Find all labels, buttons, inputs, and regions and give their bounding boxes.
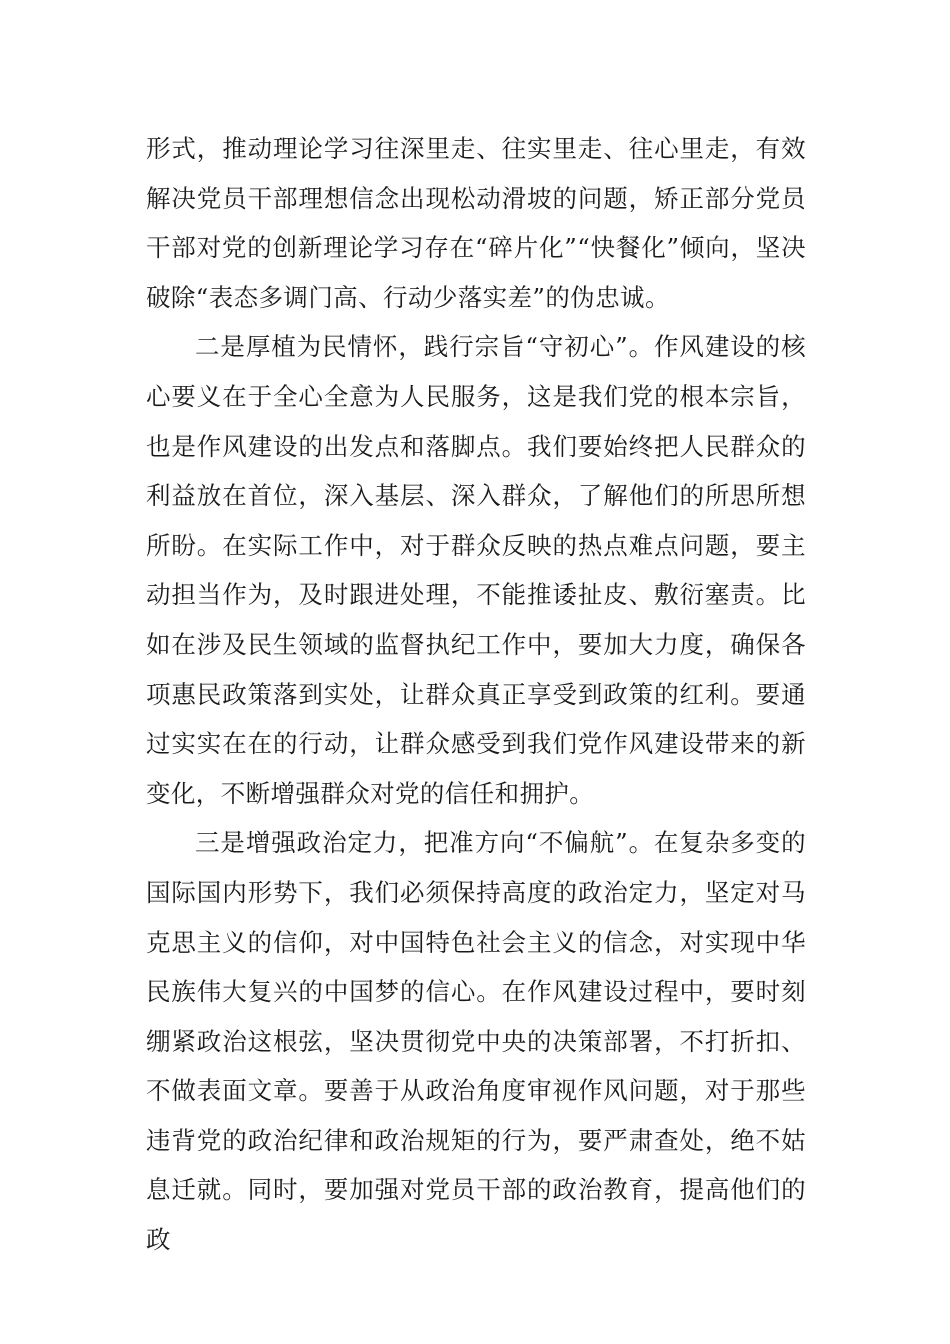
paragraph-political-resolve: 三是增强政治定力，把准方向“不偏航”。在复杂多变的国际国内形势下，我们必须保持高度的政治定力，坚定对马克思主义的信仰，对中国特色社会主义的信念，对实现中华民族伟大复兴的中国梦的信心。在作风建设过程中，要时刻绷紧政治这根弦，坚决贯彻党中央的决策部署，不打折扣、不做表面文章。要善于从政治角度审视作风问题，对于那些违背党的政治纪律和政治规矩的行为，要严肃查处，绝不姑息迁就。同时，要加强对党员干部的政治教育，提高他们的政 (146, 828, 806, 1255)
body-text (146, 124, 806, 1265)
paragraph-continued: 形式，推动理论学习往深里走、往实里走、往心里走，有效解决党员干部理想信念出现松动滑坡的问题，矫正部分党员干部对党的创新理论学习存在“碎片化”“快餐化”倾向，坚决破除“表态多调门高、行动少落实差”的伪忠诚。 (146, 134, 806, 312)
paragraph-people-centered: 二是厚植为民情怀，践行宗旨“守初心”。作风建设的核心要义在于全心全意为人民服务，这是我们党的根本宗旨，也是作风建设的出发点和落脚点。我们要始终把人民群众的利益放在首位，深入基层、深入群众，了解他们的所思所想所盼。在实际工作中，对于群众反映的热点难点问题，要主动担当作为，及时跟进处理，不能推诿扯皮、敷衍塞责。比如在涉及民生领域的监督执纪工作中，要加大力度，确保各项惠民政策落到实处，让群众真正享受到政策的红利。要通过实实在在的行动，让群众感受到我们党作风建设带来的新变化，不断增强群众对党的信任和拥护。 (146, 332, 806, 808)
